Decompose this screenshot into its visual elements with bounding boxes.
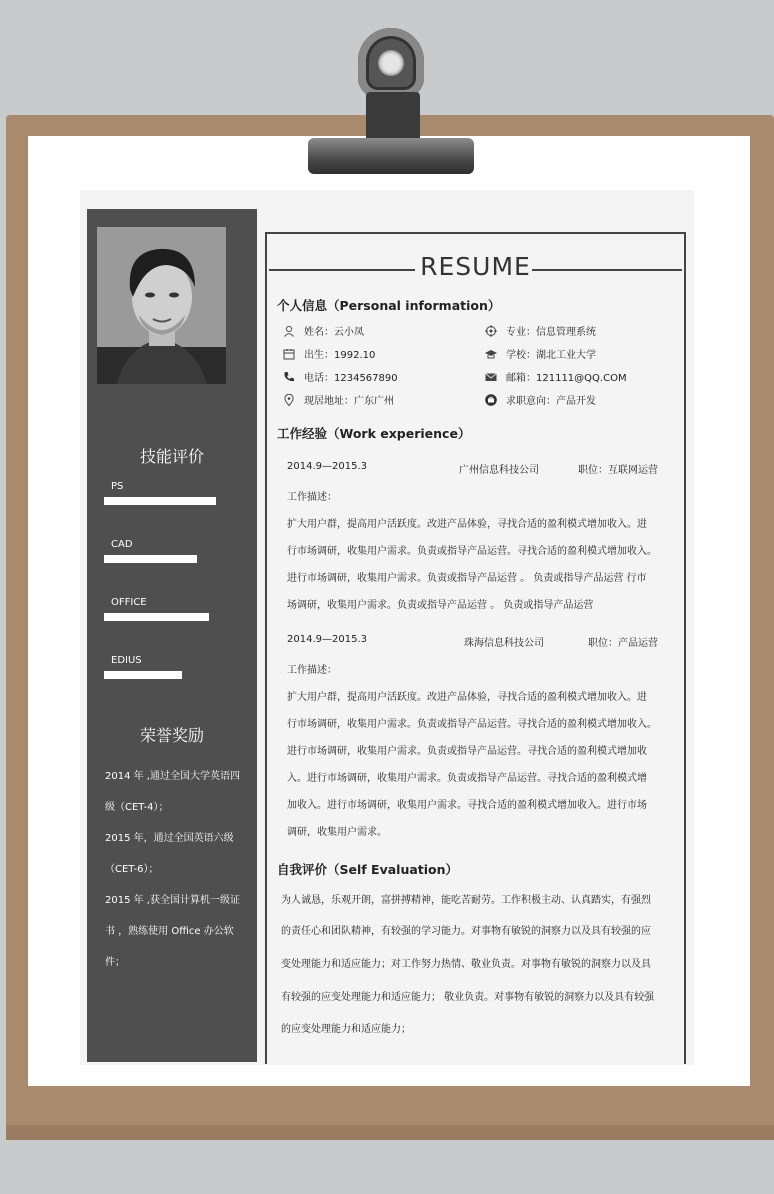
job-desc-line: 行市场调研，收集用户需求。负责或指导产品运营。寻找合适的盈利模式增加收入。 — [287, 719, 657, 730]
calendar-icon — [283, 348, 295, 360]
job-position: 职位：产品运营 — [588, 638, 658, 649]
job-desc-line: 加收入。进行市场调研，收集用户需求。寻找合适的盈利模式增加收入。进行市场 — [287, 800, 647, 811]
skill-level-bar — [104, 671, 182, 679]
graduation-cap-icon — [485, 348, 497, 360]
job-desc-label: 工作描述： — [287, 665, 337, 676]
briefcase-icon — [485, 394, 497, 406]
resume-title: RESUME — [420, 252, 531, 281]
job-desc-line: 入。进行市场调研，收集用户需求。负责或指导产品运营。寻找合适的盈利模式增 — [287, 773, 647, 784]
award-line: 书 ，熟练使用 Office 办公软 — [105, 926, 234, 937]
award-line: 2015 年 ,获全国计算机一级证 — [105, 895, 240, 906]
job-desc-line: 进行市场调研，收集用户需求。负责或指导产品运营 。 负责或指导产品运营 行市 — [287, 573, 647, 584]
clipboard-edge — [6, 1125, 774, 1140]
job-period: 2014.9—2015.3 — [287, 461, 367, 472]
self-eval-line: 的责任心和团队精神，有较强的学习能力。对事物有敏锐的洞察力以及具有较强的应 — [281, 926, 651, 937]
job-desc-line: 扩大用户群，提高用户活跃度。改进产品体验，寻找合适的盈利模式增加收入。进 — [287, 692, 647, 703]
resume-title-block — [265, 252, 686, 281]
sidebar — [87, 209, 257, 1062]
info-phone: 电话：1234567890 — [283, 369, 398, 384]
self-evaluation-heading: 自我评价（Self Evaluation） — [277, 862, 459, 877]
job-position: 职位：互联网运营 — [578, 465, 658, 476]
award-line: 2015 年，通过全国英语六级 — [105, 833, 234, 844]
skill-level-bar — [104, 555, 197, 563]
skill-label: EDIUS — [111, 655, 142, 666]
personal-info-heading: 个人信息（Personal information） — [277, 298, 501, 313]
skill-label: OFFICE — [111, 597, 147, 608]
award-line: 2014 年 ,通过全国大学英语四 — [105, 771, 240, 782]
skill-level-bar — [104, 497, 216, 505]
info-major: 专业：信息管理系统 — [485, 323, 596, 338]
info-school: 学校：湖北工业大学 — [485, 346, 596, 361]
binder-clip-body — [366, 92, 420, 142]
target-icon — [485, 325, 497, 337]
job-desc-label: 工作描述： — [287, 492, 337, 503]
location-pin-icon — [283, 394, 295, 406]
job-desc-line: 调研，收集用户需求。 — [287, 827, 387, 838]
award-line: 级（CET-4）； — [105, 802, 169, 813]
job-desc-line: 进行市场调研，收集用户需求。负责或指导产品运营。寻找合适的盈利模式增加收 — [287, 746, 647, 757]
phone-icon — [283, 371, 295, 383]
self-eval-line: 变处理能力和适应能力；对工作努力热情、敬业负责。对事物有敏锐的洞察力以及具 — [281, 959, 651, 970]
info-address: 现居地址：广东广州 — [283, 392, 394, 407]
info-name: 姓名：云小凤 — [283, 323, 364, 338]
self-eval-line: 为人诚恳，乐观开朗，富拼搏精神，能吃苦耐劳。工作积极主动、认真踏实，有强烈 — [281, 895, 651, 906]
skill-level-bar — [104, 613, 209, 621]
skill-label: PS — [111, 481, 124, 492]
work-experience-heading: 工作经验（Work experience） — [277, 426, 471, 441]
award-line: （CET-6）； — [105, 864, 159, 875]
user-icon — [283, 325, 295, 337]
job-company: 珠海信息科技公司 — [464, 638, 544, 649]
skills-heading: 技能评价 — [139, 447, 204, 466]
job-desc-line: 行市场调研，收集用户需求。负责或指导产品运营。寻找合适的盈利模式增加收入。 — [287, 546, 657, 557]
info-birth: 出生：1992.10 — [283, 346, 375, 361]
awards-heading: 荣誉奖励 — [139, 726, 204, 745]
info-email: 邮箱：121111@QQ.COM — [485, 369, 627, 384]
job-desc-line: 扩大用户群，提高用户活跃度。改进产品体验，寻找合适的盈利模式增加收入。进 — [287, 519, 647, 530]
job-company: 广州信息科技公司 — [459, 465, 539, 476]
self-eval-line: 的应变处理能力和适应能力； — [281, 1024, 411, 1035]
profile-photo — [97, 227, 226, 384]
job-period: 2014.9—2015.3 — [287, 634, 367, 645]
self-eval-line: 有较强的应变处理能力和适应能力； 敬业负责。对事物有敏锐的洞察力以及具有较强 — [281, 992, 655, 1003]
binder-clip-ring — [358, 28, 424, 98]
info-objective: 求职意向：产品开发 — [485, 392, 596, 407]
job-desc-line: 场调研，收集用户需求。负责或指导产品运营 。 负责或指导产品运营 — [287, 600, 594, 611]
skill-label: CAD — [111, 539, 133, 550]
mail-icon — [485, 371, 497, 383]
award-line: 件； — [105, 957, 125, 968]
binder-clip-base — [308, 138, 474, 174]
